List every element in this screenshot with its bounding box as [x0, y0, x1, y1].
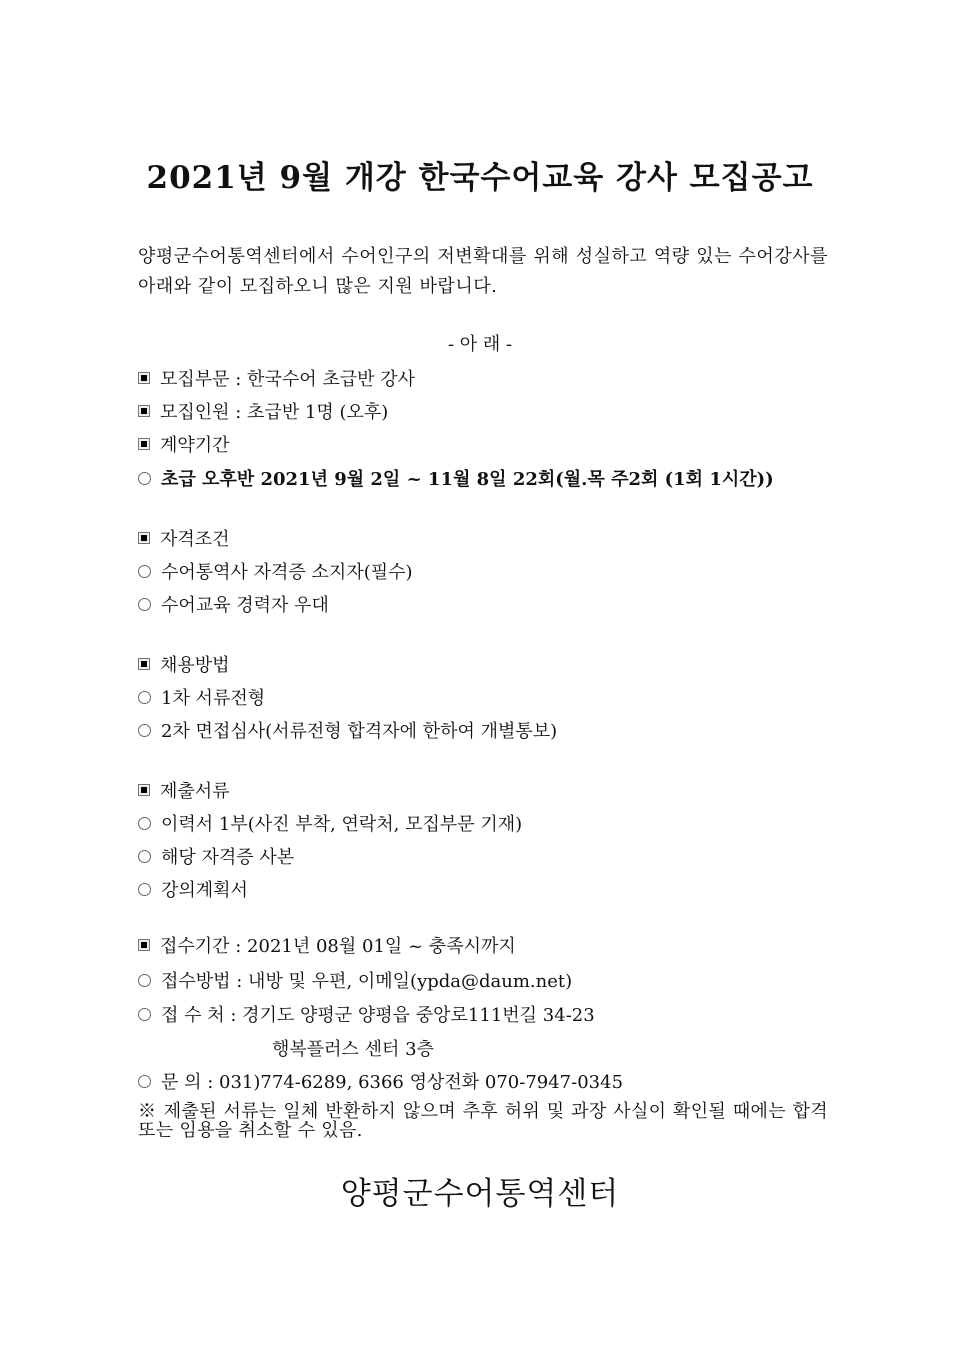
item-text: 자격조건	[160, 529, 230, 550]
recruit-count-item	[138, 398, 388, 424]
filled-square-bullet-icon	[138, 784, 150, 796]
document-item	[138, 843, 294, 869]
hiring-item	[138, 717, 557, 743]
item-text: 이력서 1부(사진 부착, 연락처, 모집부문 기재)	[161, 814, 523, 835]
item-text: 1차 서류전형	[161, 688, 266, 709]
item-text: 접 수 처 : 경기도 양평군 양평읍 중앙로111번길 34-23	[161, 1005, 595, 1026]
qualification-item	[138, 558, 413, 584]
document-item	[138, 810, 522, 836]
filled-square-bullet-icon	[138, 405, 150, 417]
item-text: 계약기간	[160, 435, 230, 456]
document-item	[138, 876, 248, 902]
circle-bullet-icon	[138, 850, 151, 863]
qualification-item	[138, 591, 329, 617]
filled-square-bullet-icon	[138, 372, 150, 384]
item-text: 수어교육 경력자 우대	[161, 595, 329, 616]
contract-period-heading	[138, 431, 230, 457]
filled-square-bullet-icon	[138, 939, 150, 951]
documents-heading	[138, 777, 230, 803]
item-text: 초급 오후반 2021년 9월 2일 ~ 11월 8일 22회(월.목 주2회 (1회 1시간))	[161, 469, 774, 490]
recruit-field-item	[138, 365, 415, 391]
item-text: 모집부문 : 한국수어 초급반 강사	[160, 369, 415, 390]
disclaimer-note: ※ 제출된 서류는 일체 반환하지 않으며 추후 허위 및 과장 사실이 확인될 때에는 합격 또는 임용을 취소할 수 있음.	[138, 1101, 828, 1141]
item-text: 문 의 : 031)774-6289, 6366 영상전화 070-7947-0345	[161, 1072, 624, 1093]
item-text: 2차 면접심사(서류전형 합격자에 한하여 개별통보)	[161, 721, 558, 742]
circle-bullet-icon	[138, 724, 151, 737]
item-text: 제출서류	[160, 781, 230, 802]
application-period-item	[138, 932, 516, 958]
application-place-item	[138, 1001, 595, 1027]
inquiry-item	[138, 1068, 623, 1094]
filled-square-bullet-icon	[138, 438, 150, 450]
circle-bullet-icon	[138, 691, 151, 704]
filled-square-bullet-icon	[138, 532, 150, 544]
item-text: 수어통역사 자격증 소지자(필수)	[161, 562, 413, 583]
circle-bullet-icon	[138, 817, 151, 830]
section-divider-label: - 아 래 -	[447, 334, 513, 355]
circle-bullet-icon	[138, 598, 151, 611]
circle-bullet-icon	[138, 565, 151, 578]
filled-square-bullet-icon	[138, 658, 150, 670]
circle-bullet-icon	[138, 472, 151, 485]
intro-paragraph: 양평군수어통역센터에서 수어인구의 저변확대를 위해 성실하고 역량 있는 수어강사를 아래와 같이 모집하오니 많은 지원 바랍니다.	[138, 246, 828, 297]
qualification-heading	[138, 525, 230, 551]
item-text: 모집인원 : 초급반 1명 (오후)	[160, 402, 389, 423]
item-text: 행복플러스 센터 3층	[272, 1039, 434, 1060]
organization-signature: 양평군수어통역센터	[340, 1176, 620, 1212]
item-text: 강의계획서	[161, 880, 248, 901]
application-method-item	[138, 967, 572, 993]
hiring-method-heading	[138, 651, 230, 677]
item-text: 채용방법	[160, 655, 230, 676]
page-title: 2021년 9월 개강 한국수어교육 강사 모집공고	[146, 160, 814, 196]
item-text: 접수기간 : 2021년 08월 01일 ~ 충족시까지	[160, 936, 516, 957]
hiring-item	[138, 684, 265, 710]
contract-detail-item	[138, 465, 774, 491]
circle-bullet-icon	[138, 883, 151, 896]
application-place-continued	[272, 1035, 434, 1061]
circle-bullet-icon	[138, 974, 151, 987]
circle-bullet-icon	[138, 1075, 151, 1088]
item-text: 해당 자격증 사본	[161, 847, 295, 868]
circle-bullet-icon	[138, 1008, 151, 1021]
item-text: 접수방법 : 내방 및 우편, 이메일(ypda@daum.net)	[161, 971, 573, 992]
